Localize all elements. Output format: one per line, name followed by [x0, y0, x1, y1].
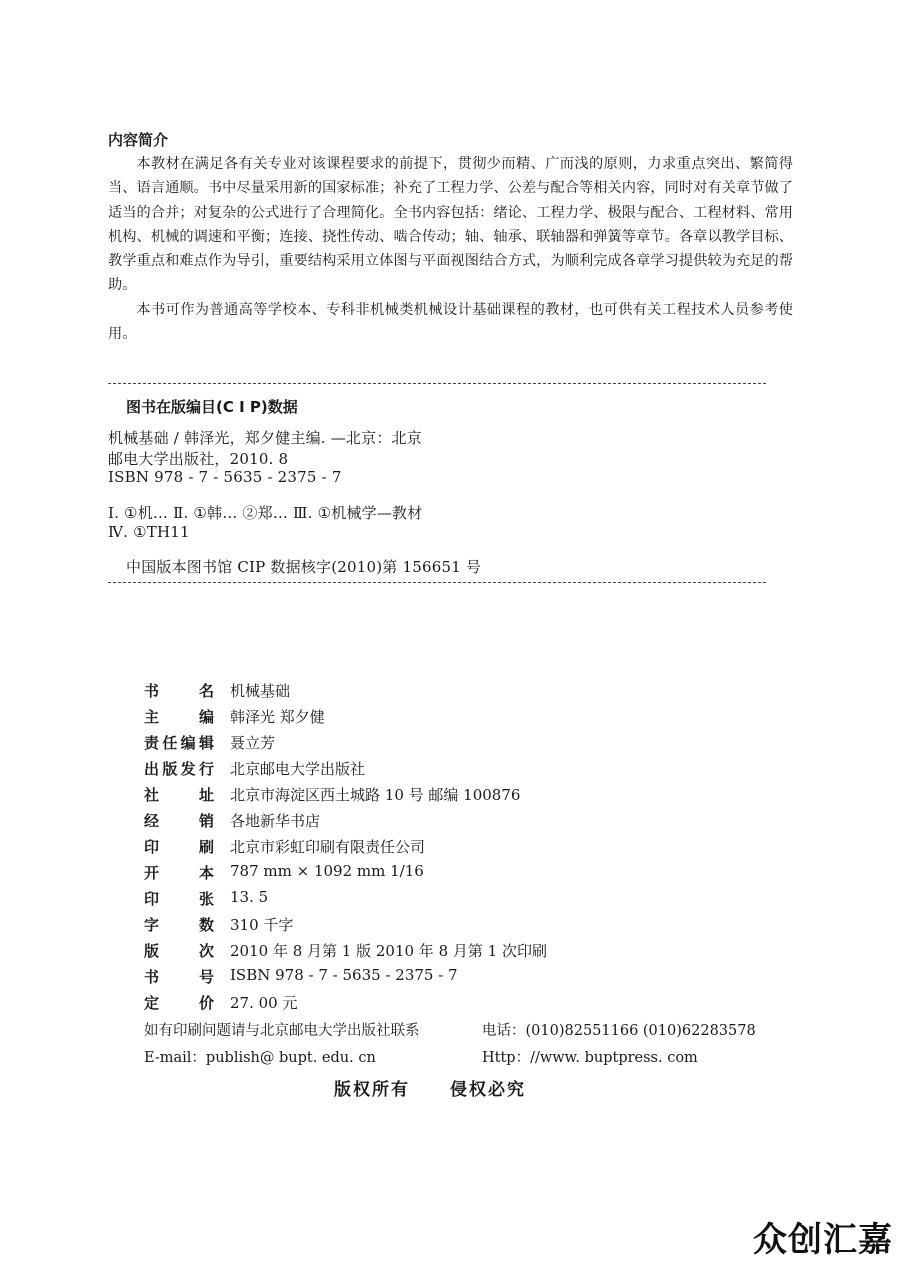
info-label: 字 数 — [144, 916, 214, 934]
rights-reserved: 版权所有 — [334, 1080, 410, 1100]
info-label: 版 次 — [144, 942, 214, 960]
footer-website[interactable]: Http：//www. buptpress. com — [482, 1050, 698, 1066]
info-label: 印 张 — [144, 890, 214, 908]
cip-title: 图书在版编目(C I P)数据 — [126, 398, 298, 416]
footer-phone: 电话：(010)82551166 (010)62283578 — [482, 1023, 756, 1039]
info-value: 聂立芳 — [230, 734, 276, 752]
info-label: 书 号 — [144, 968, 214, 986]
summary-body — [108, 152, 793, 346]
info-value: 北京市彩虹印刷有限责任公司 — [230, 838, 426, 856]
info-label: 责 任 编 辑 — [144, 734, 214, 752]
info-value: 北京邮电大学出版社 — [230, 760, 366, 778]
watermark-logo: 众创汇嘉 — [753, 1220, 893, 1260]
cip-line: Ⅳ. ①TH11 — [108, 523, 190, 541]
info-label: 书 名 — [144, 682, 214, 700]
infringement-notice: 侵权必究 — [450, 1080, 526, 1100]
cip-number: 中国版本图书馆 CIP 数据核字(2010)第 156651 号 — [126, 558, 482, 576]
summary-paragraph-2: 本书可作为普通高等学校本、专科非机械类机械设计基础课程的教材，也可供有关工程技术人员参考使用。 — [108, 301, 793, 343]
info-label: 开 本 — [144, 864, 214, 882]
info-label: 出 版 发 行 — [144, 760, 214, 778]
info-value: 各地新华书店 — [230, 812, 321, 830]
info-label: 经 销 — [144, 812, 214, 830]
cip-line: Ⅰ. ①机… Ⅱ. ①韩… ②郑… Ⅲ. ①机械学—教材 — [108, 504, 423, 522]
cip-line: ISBN 978 - 7 - 5635 - 2375 - 7 — [108, 468, 342, 486]
info-label: 印 刷 — [144, 838, 214, 856]
info-value: 787 mm × 1092 mm 1/16 — [230, 862, 424, 880]
info-value: 13. 5 — [230, 888, 269, 906]
info-value: 北京市海淀区西土城路 10 号 邮编 100876 — [230, 786, 521, 804]
summary-paragraph-1: 本教材在满足各有关专业对该课程要求的前提下，贯彻少而精、广而浅的原则，力求重点突出、繁简得当、语言通顺。书中尽量采用新的国家标准；补充了工程力学、公差与配合等相关内容，同时对有关章节做了适当的合并；对复杂的公式进行了合理简化。全书内容包括：绪论、工程力学、极限与配合、工程材料、常用机构、机械的调速和平衡；连接、挠性传动、啮合传动；轴、轴承、联轴器和弹簧等章节。各章以教学目标、教学重点和难点作为导引，重要结构采用立体图与平面视图结合方式，为顺利完成各章学习提供较为充足的帮助。 — [108, 156, 793, 294]
info-label: 主 编 — [144, 708, 214, 726]
info-value: 27. 00 元 — [230, 994, 298, 1012]
info-label: 社 址 — [144, 786, 214, 804]
cip-line: 邮电大学出版社，2010. 8 — [108, 450, 289, 468]
info-value: 310 千字 — [230, 916, 294, 934]
info-value: 2010 年 8 月第 1 版 2010 年 8 月第 1 次印刷 — [230, 942, 547, 960]
copyright-notice — [334, 1075, 526, 1100]
footer-contact: 如有印刷问题请与北京邮电大学出版社联系 — [144, 1023, 420, 1039]
cip-line: 机械基础 / 韩泽光，郑夕健主编. —北京：北京 — [108, 429, 422, 447]
top-divider — [108, 383, 766, 384]
summary-title: 内容简介 — [108, 131, 169, 149]
info-label: 定 价 — [144, 994, 214, 1012]
info-value: ISBN 978 - 7 - 5635 - 2375 - 7 — [230, 966, 458, 984]
info-value: 机械基础 — [230, 682, 291, 700]
footer-email[interactable]: E-mail：publish@ bupt. edu. cn — [144, 1050, 376, 1066]
info-value: 韩泽光 郑夕健 — [230, 708, 325, 726]
bottom-divider — [108, 582, 766, 583]
